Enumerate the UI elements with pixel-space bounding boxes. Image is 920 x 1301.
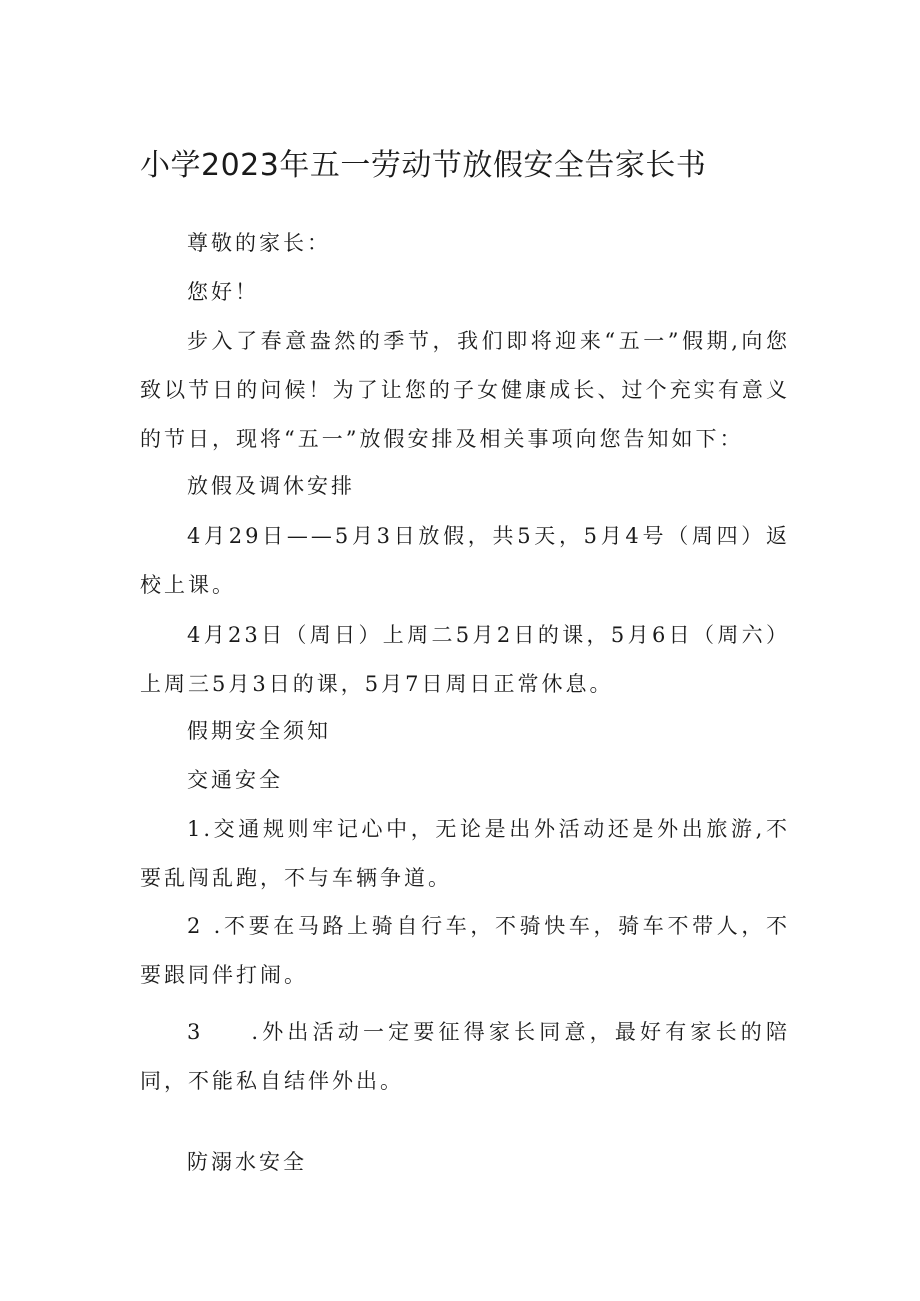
traffic-item-2: 2 .不要在马路上骑自行车，不骑快车，骑车不带人，不要跟同伴打闹。 <box>140 914 790 987</box>
section-heading-schedule: 放假及调休安排 <box>187 474 355 498</box>
intro-paragraph: 步入了春意盎然的季节，我们即将迎来“五一”假期,向您致以节日的问候！为了让您的子女健康成长、过个充实有意义的节日，现将“五一”放假安排及相关事项向您告知如下： <box>140 329 790 451</box>
traffic-item-3-text: .外出活动一定要征得家长同意，最好有家长的陪同，不能私自结伴外出。 <box>140 1020 790 1093</box>
traffic-item-1: 1.交通规则牢记心中，无论是出外活动还是外出旅游,不要乱闯乱跑，不与车辆争道。 <box>140 817 790 890</box>
traffic-item-3-number: 3 <box>187 1020 204 1044</box>
schedule-paragraph-1: 4月29日——5月3日放假，共5天，5月4号（周四）返校上课。 <box>140 524 790 597</box>
schedule-paragraph-2: 4月23日（周日）上周二5月2日的课，5月6日（周六）上周三5月3日的课，5月7日周日正常休息。 <box>140 623 790 696</box>
hello: 您好！ <box>187 280 259 304</box>
greeting: 尊敬的家长： <box>187 231 331 255</box>
subheading-traffic: 交通安全 <box>187 768 283 792</box>
section-heading-safety: 假期安全须知 <box>187 719 331 743</box>
document-title: 小学2023年五一劳动节放假安全告家长书 <box>140 148 707 183</box>
traffic-item-3 <box>140 1008 790 1106</box>
subheading-drowning: 防溺水安全 <box>187 1150 307 1174</box>
